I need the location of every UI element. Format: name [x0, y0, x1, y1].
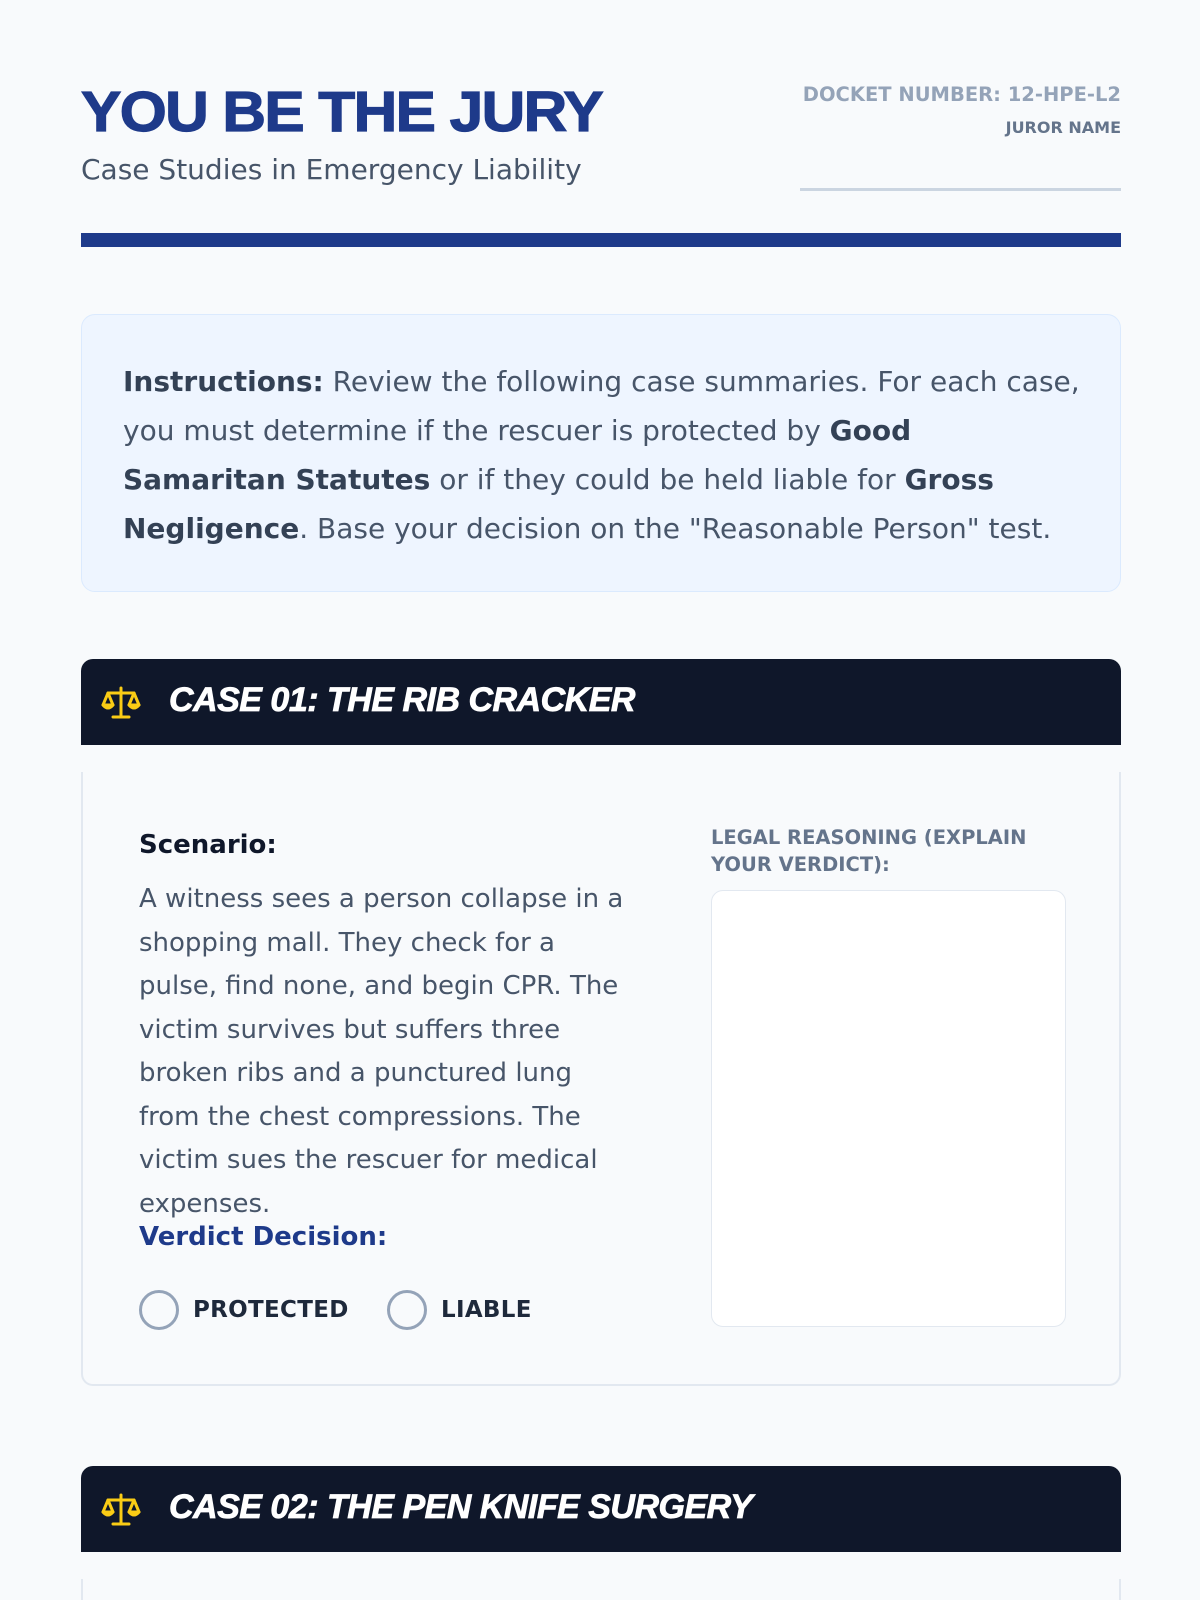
docket-number: DOCKET NUMBER: 12-HPE-L2 — [802, 83, 1121, 106]
case-01-body — [81, 772, 1121, 1386]
case-02-header — [81, 1466, 1121, 1552]
instructions-bold-1: Good Samaritan Statutes — [123, 414, 912, 496]
verdict-decision-label: Verdict Decision: — [139, 1222, 388, 1252]
radio-liable[interactable] — [387, 1290, 427, 1330]
scale-of-justice-icon — [101, 683, 141, 723]
case-01-header — [81, 659, 1121, 745]
page-subtitle: Case Studies in Emergency Liability — [81, 153, 582, 186]
instructions-box — [81, 314, 1121, 592]
radio-liable-label: LIABLE — [441, 1297, 532, 1323]
header-divider — [81, 233, 1121, 247]
instructions-text-2: or if they could be held liable for — [430, 463, 905, 496]
page-title: YOU BE THE JURY — [81, 80, 603, 144]
instructions-lead: Instructions: — [123, 365, 324, 398]
juror-name-label: JUROR NAME — [1005, 118, 1121, 137]
instructions-text-3: . Base your decision on the "Reasonable Person" test. — [299, 512, 1052, 545]
case-01-title: CASE 01: THE RIB CRACKER — [169, 681, 635, 719]
case-02-body — [81, 1579, 1121, 1600]
legal-reasoning-label: LEGAL REASONING (EXPLAIN YOUR VERDICT): — [711, 826, 1027, 876]
instructions-bold-2: Gross Negligence — [123, 463, 994, 545]
verdict-liable-option[interactable] — [387, 1290, 532, 1330]
instructions-text-1: Review the following case summaries. For each case, you must determine if the rescuer is protected by — [123, 365, 1080, 447]
juror-name-field[interactable] — [800, 188, 1121, 191]
scale-of-justice-icon — [101, 1490, 141, 1530]
scenario-label: Scenario: — [139, 830, 277, 860]
radio-protected-label: PROTECTED — [193, 1297, 349, 1323]
radio-protected[interactable] — [139, 1290, 179, 1330]
scenario-text: A witness sees a person collapse in a shopping mall. They check for a pulse, find none, and begin CPR. The victim survives but suffers three broken ribs and a punctured lung from the chest compressions. The victim sues the rescuer for medical expenses. — [139, 884, 624, 1219]
legal-reasoning-input[interactable] — [711, 890, 1066, 1327]
case-02-title: CASE 02: THE PEN KNIFE SURGERY — [169, 1488, 753, 1526]
verdict-protected-option[interactable] — [139, 1290, 349, 1330]
